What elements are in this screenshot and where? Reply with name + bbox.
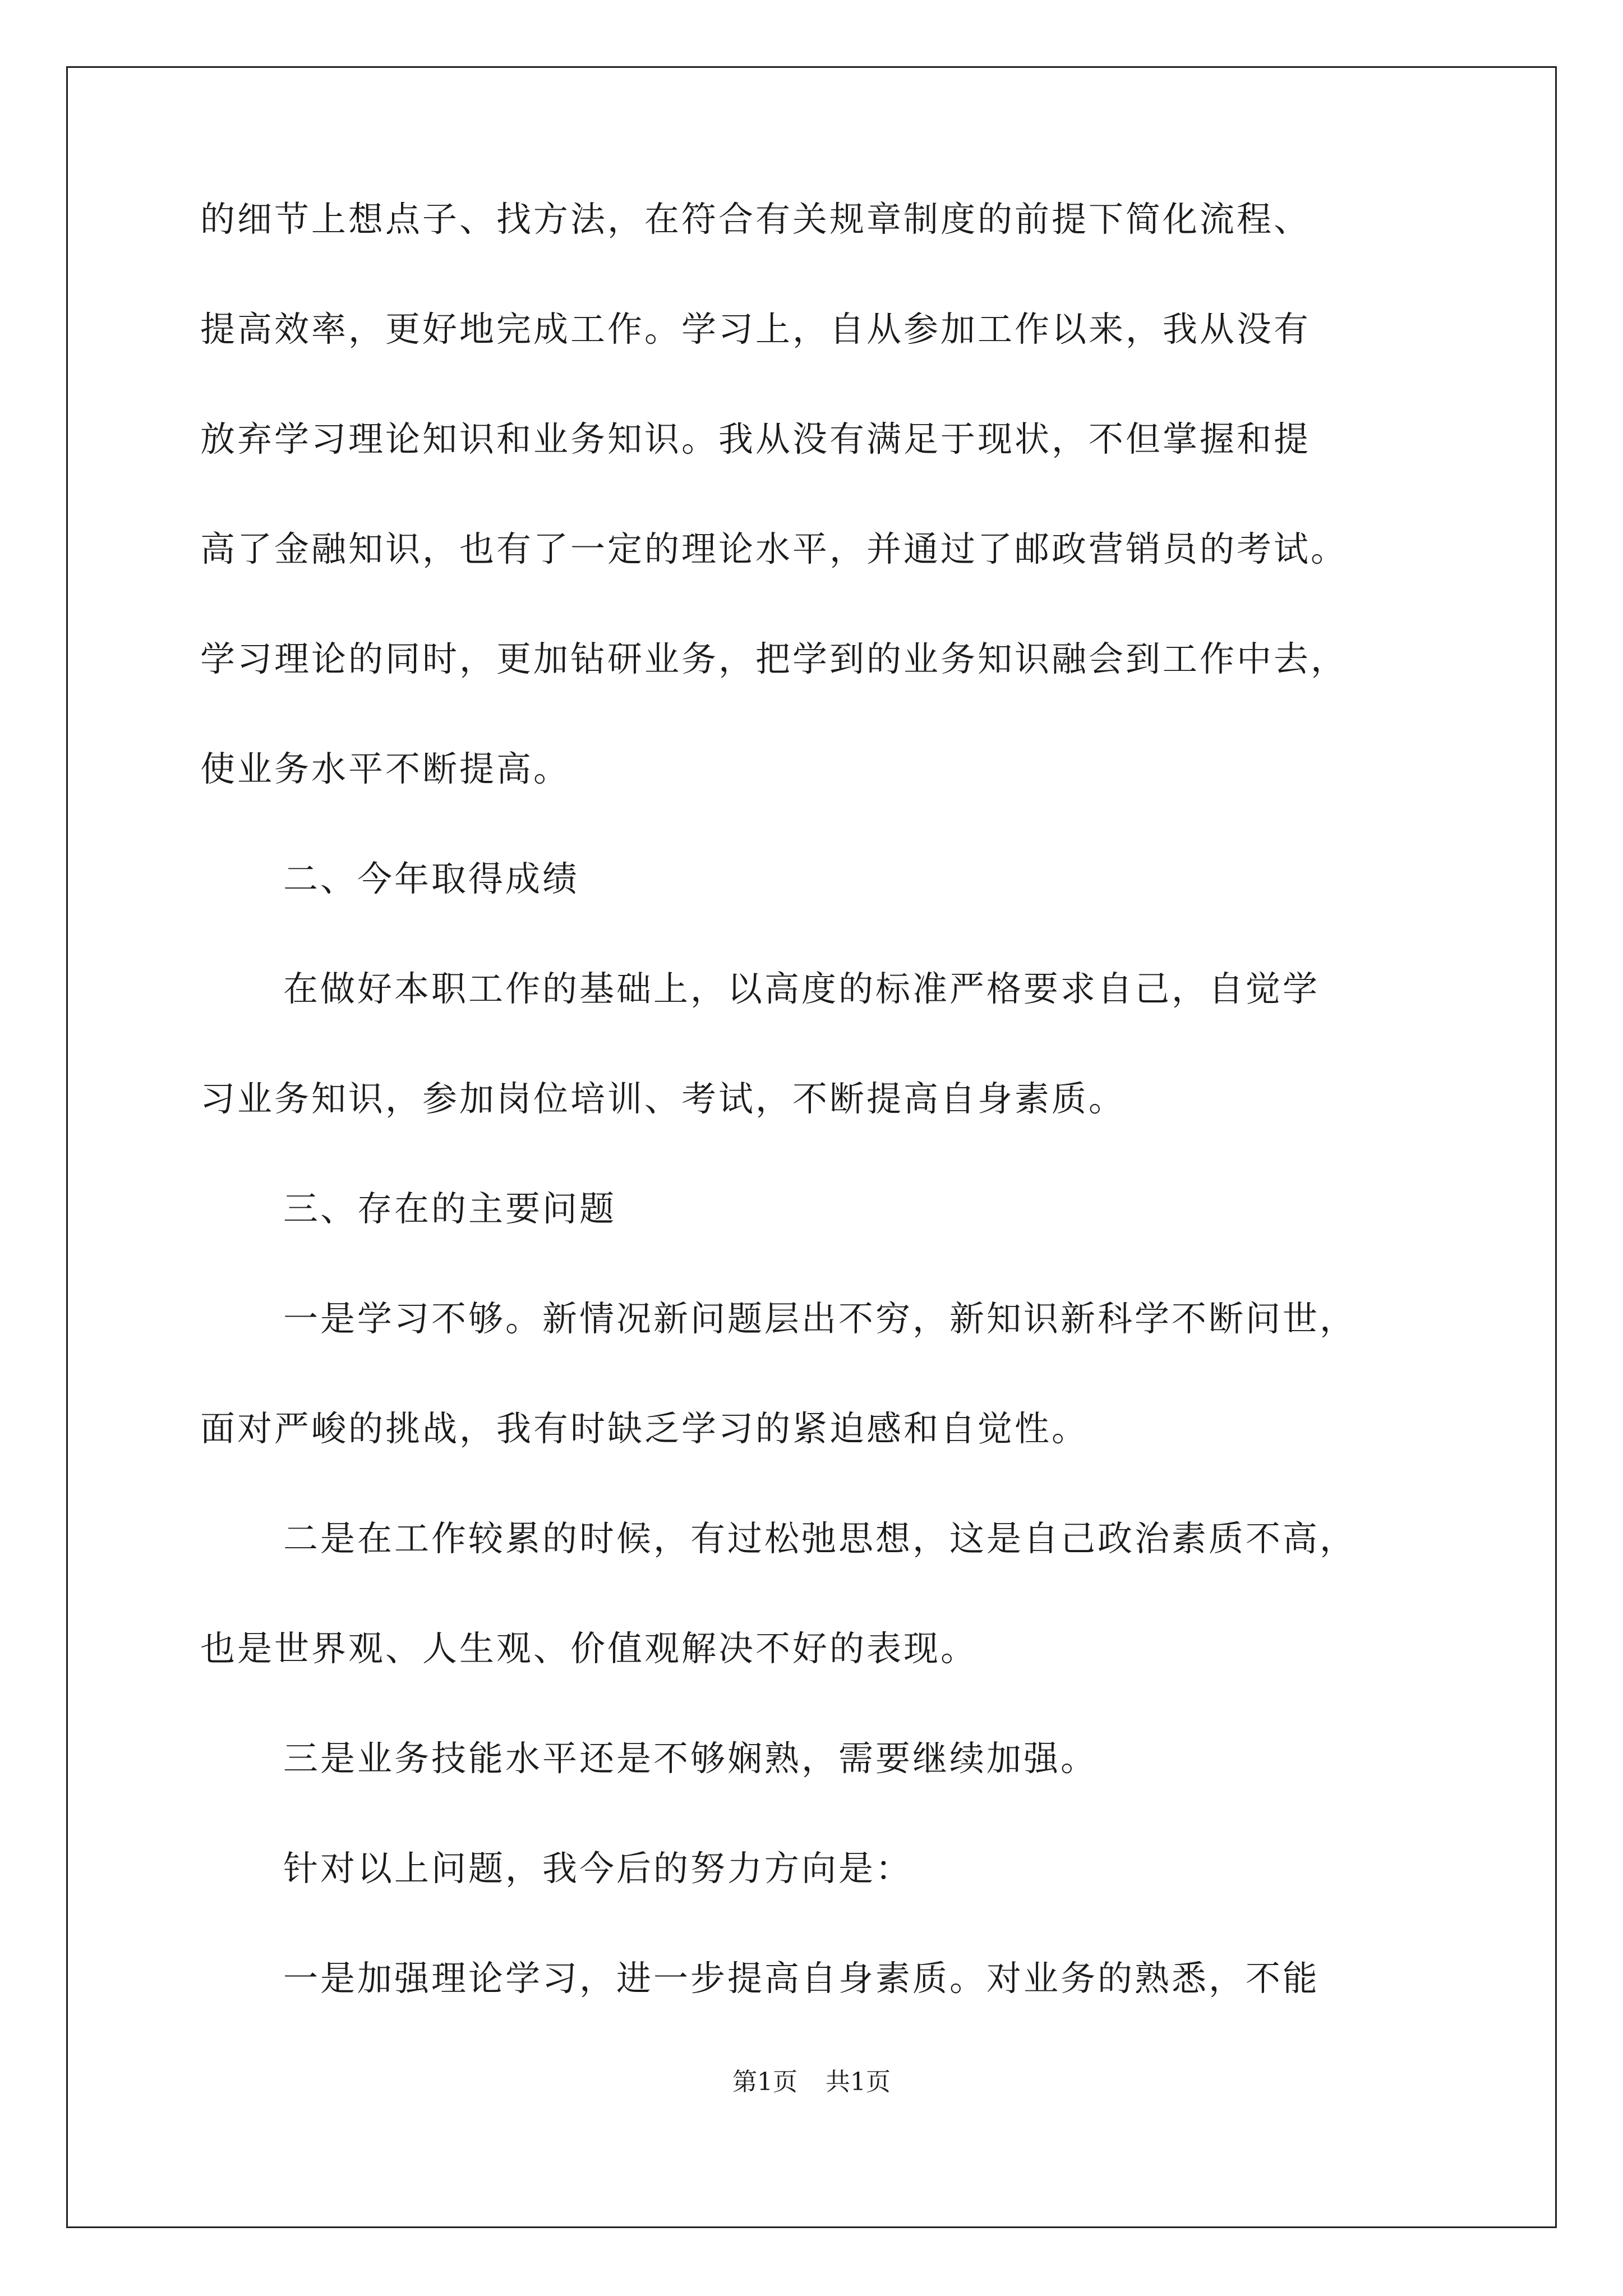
section-heading: 三、存在的主要问题 <box>283 1188 617 1229</box>
page-number: 第1页 <box>732 2068 797 2096</box>
text-line: 一是学习不够。新情况新问题层出不穷，新知识新科学不断问世， <box>283 1298 1357 1339</box>
page-total: 共1页 <box>826 2068 891 2096</box>
text-line: 的细节上想点子、找方法，在符合有关规章制度的前提下简化流程、 <box>200 199 1311 240</box>
text-line: 在做好本职工作的基础上，以高度的标准严格要求自己，自觉学 <box>283 968 1320 1009</box>
page-footer <box>0 2070 1623 2095</box>
text-line: 也是世界观、人生观、价值观解决不好的表现。 <box>200 1628 978 1669</box>
text-line: 提高效率，更好地完成工作。学习上，自从参加工作以来，我从没有 <box>200 309 1311 349</box>
text-line: 针对以上问题，我今后的努力方向是： <box>283 1848 913 1889</box>
document-body <box>200 199 1434 2071</box>
text-line: 面对严峻的挑战，我有时缺乏学习的紧迫感和自觉性。 <box>200 1408 1089 1449</box>
text-line: 放弃学习理论知识和业务知识。我从没有满足于现状，不但掌握和提 <box>200 418 1311 459</box>
text-line: 三是业务技能水平还是不够娴熟，需要继续加强。 <box>283 1738 1098 1779</box>
text-line: 二是在工作较累的时候，有过松弛思想，这是自己政治素质不高， <box>283 1518 1357 1559</box>
text-line: 学习理论的同时，更加钻研业务，把学到的业务知识融会到工作中去， <box>200 638 1348 679</box>
text-line: 高了金融知识，也有了一定的理论水平，并通过了邮政营销员的考试。 <box>200 528 1348 569</box>
section-heading: 二、今年取得成绩 <box>283 858 580 899</box>
text-line: 使业务水平不断提高。 <box>200 748 571 789</box>
text-line: 习业务知识，参加岗位培训、考试，不断提高自身素质。 <box>200 1078 1126 1119</box>
text-line: 一是加强理论学习，进一步提高自身素质。对业务的熟悉，不能 <box>283 1958 1320 1999</box>
